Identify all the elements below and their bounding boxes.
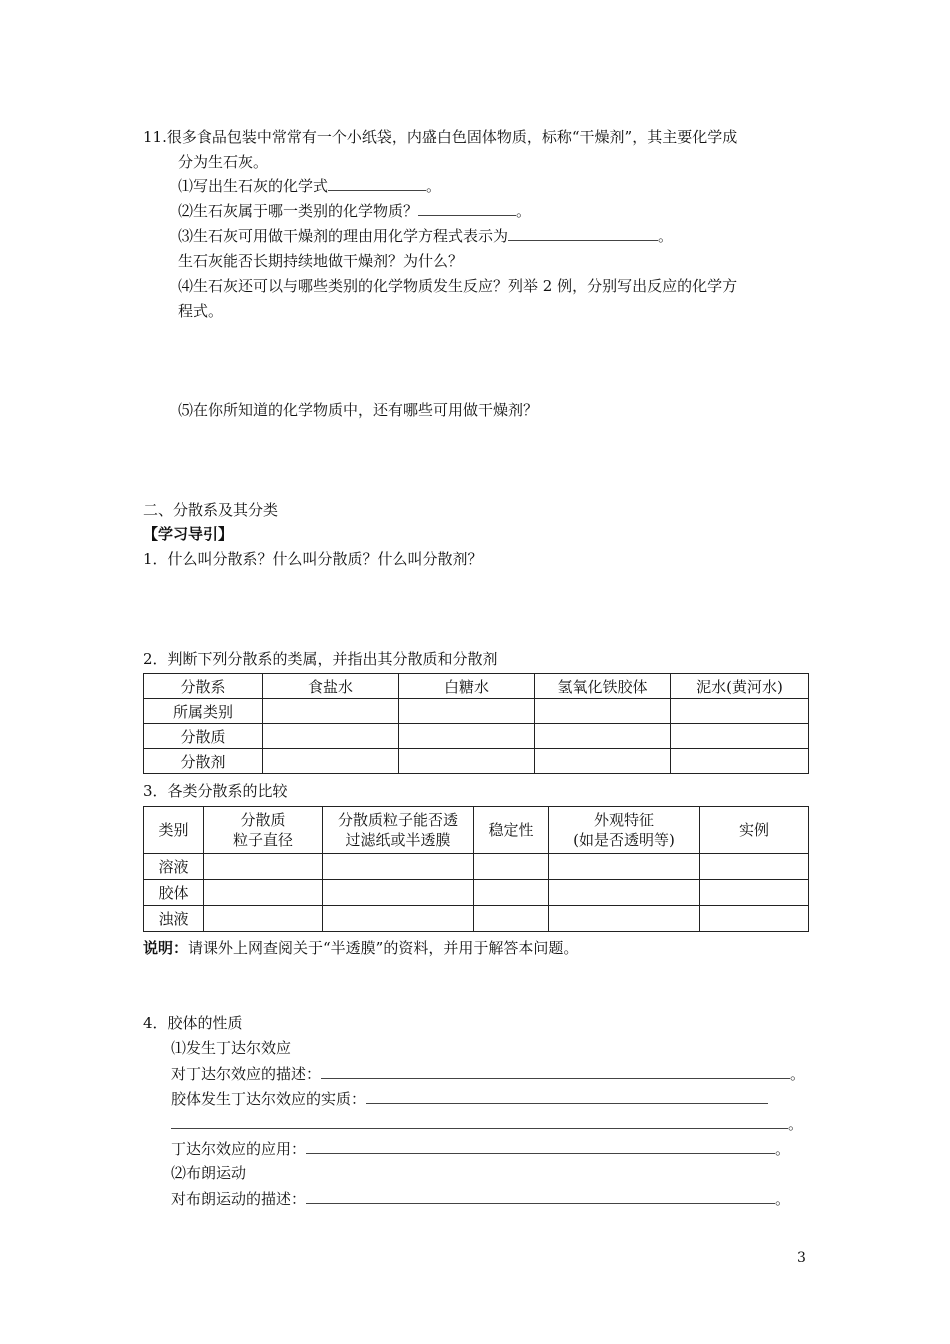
table-row (144, 880, 809, 906)
answer-blank[interactable] (418, 201, 516, 216)
answer-cell[interactable] (700, 854, 809, 880)
answer-cell[interactable] (263, 749, 399, 774)
answer-blank[interactable] (306, 1189, 775, 1204)
table-header-cell: 氢氧化铁胶体 (535, 674, 671, 699)
q11-part3-followup: 生石灰能否长期持续地做干燥剂？为什么？ (178, 252, 464, 270)
dispersion-comparison-table (143, 806, 809, 932)
answer-cell[interactable] (474, 880, 549, 906)
answer-blank[interactable] (366, 1089, 768, 1104)
answer-cell[interactable] (549, 854, 700, 880)
question-1: 1．什么叫分散系？什么叫分散质？什么叫分散剂？ (143, 550, 483, 568)
answer-cell[interactable] (399, 724, 535, 749)
answer-cell[interactable] (204, 854, 323, 880)
question-4: 4．胶体的性质 (143, 1014, 243, 1032)
answer-cell[interactable] (671, 749, 809, 774)
q4-part1: ⑴发生丁达尔效应 (171, 1039, 292, 1057)
answer-cell[interactable] (700, 906, 809, 932)
answer-cell[interactable] (700, 880, 809, 906)
table-header-cell: 实例 (700, 807, 809, 854)
note-text: 请课外上网查阅关于“半透膜”的资料，并用于解答本问题。 (188, 939, 579, 957)
row-label: 溶液 (144, 854, 204, 880)
table-header-cell: 外观特征 (如是否透明等) (549, 807, 700, 854)
dispersion-classification-table (143, 673, 809, 774)
row-label: 所属类别 (144, 699, 263, 724)
answer-cell[interactable] (474, 906, 549, 932)
question-3: 3．各类分散系的比较 (143, 782, 288, 800)
answer-cell[interactable] (549, 906, 700, 932)
answer-blank[interactable] (328, 176, 426, 191)
table-row (144, 854, 809, 880)
answer-cell[interactable] (535, 724, 671, 749)
answer-cell[interactable] (204, 906, 323, 932)
answer-cell[interactable] (549, 880, 700, 906)
answer-blank[interactable] (321, 1064, 790, 1079)
table-row (144, 724, 809, 749)
row-label: 浊液 (144, 906, 204, 932)
answer-cell[interactable] (263, 699, 399, 724)
table-header-cell: 白糖水 (399, 674, 535, 699)
table-header-cell: 稳定性 (474, 807, 549, 854)
answer-cell[interactable] (474, 854, 549, 880)
tyndall-application: 丁达尔效应的应用： 。 (171, 1140, 791, 1158)
table-header-row (144, 807, 809, 854)
question-2: 2．判断下列分散系的类属，并指出其分散质和分散剂 (143, 650, 498, 668)
q4-part2: ⑵布朗运动 (171, 1164, 247, 1182)
q11-part5: ⑸在你所知道的化学物质中，还有哪些可用做干燥剂？ (178, 401, 539, 419)
note-label: 说明： (143, 939, 189, 957)
answer-cell[interactable] (204, 880, 323, 906)
table-header-cell: 分散质 粒子直径 (204, 807, 323, 854)
q11-stem-line2: 分为生石灰。 (178, 153, 269, 171)
q11-part3: ⑶生石灰可用做干燥剂的理由用化学方程式表示为 。 (178, 227, 674, 245)
answer-cell[interactable] (535, 749, 671, 774)
answer-cell[interactable] (671, 724, 809, 749)
answer-cell[interactable] (399, 699, 535, 724)
q11-part1: ⑴写出生石灰的化学式 。 (178, 177, 442, 195)
tyndall-essence-continued: 。 (171, 1113, 803, 1135)
table-row (144, 906, 809, 932)
answer-blank[interactable] (508, 226, 658, 241)
tyndall-essence: 胶体发生丁达尔效应的实质： (171, 1088, 768, 1110)
q11-part4-line1: ⑷生石灰还可以与哪些类别的化学物质发生反应？列举 2 例，分别写出反应的化学方 (178, 277, 738, 295)
table-header-cell: 泥水(黄河水) (671, 674, 809, 699)
answer-cell[interactable] (535, 699, 671, 724)
table-header-cell: 类别 (144, 807, 204, 854)
answer-cell[interactable] (399, 749, 535, 774)
section-title: 二、分散系及其分类 (143, 501, 279, 519)
answer-blank[interactable] (306, 1139, 775, 1154)
answer-cell[interactable] (323, 906, 474, 932)
answer-cell[interactable] (323, 880, 474, 906)
q11-part4-line2: 程式。 (178, 302, 224, 320)
study-guide-heading: 【学习导引】 (143, 525, 234, 543)
tyndall-description: 对丁达尔效应的描述： 。 (171, 1065, 806, 1083)
note (143, 937, 578, 959)
table-header-cell: 食盐水 (263, 674, 399, 699)
answer-blank[interactable] (171, 1114, 788, 1129)
answer-cell[interactable] (671, 699, 809, 724)
answer-cell[interactable] (323, 854, 474, 880)
table-header-cell: 分散系 (144, 674, 263, 699)
row-label: 胶体 (144, 880, 204, 906)
row-label: 分散质 (144, 724, 263, 749)
row-label: 分散剂 (144, 749, 263, 774)
q11-stem-line1: 11.很多食品包装中常常有一个小纸袋，内盛白色固体物质，标称“干燥剂”，其主要化学成 (143, 128, 738, 146)
table-header-row (144, 674, 809, 699)
table-header-cell: 分散质粒子能否透 过滤纸或半透膜 (323, 807, 474, 854)
q11-part2: ⑵生石灰属于哪一类别的化学物质？ 。 (178, 202, 532, 220)
brownian-description: 对布朗运动的描述： 。 (171, 1190, 791, 1208)
answer-cell[interactable] (263, 724, 399, 749)
table-row (144, 699, 809, 724)
table-row (144, 749, 809, 774)
page-number: 3 (797, 1250, 806, 1266)
